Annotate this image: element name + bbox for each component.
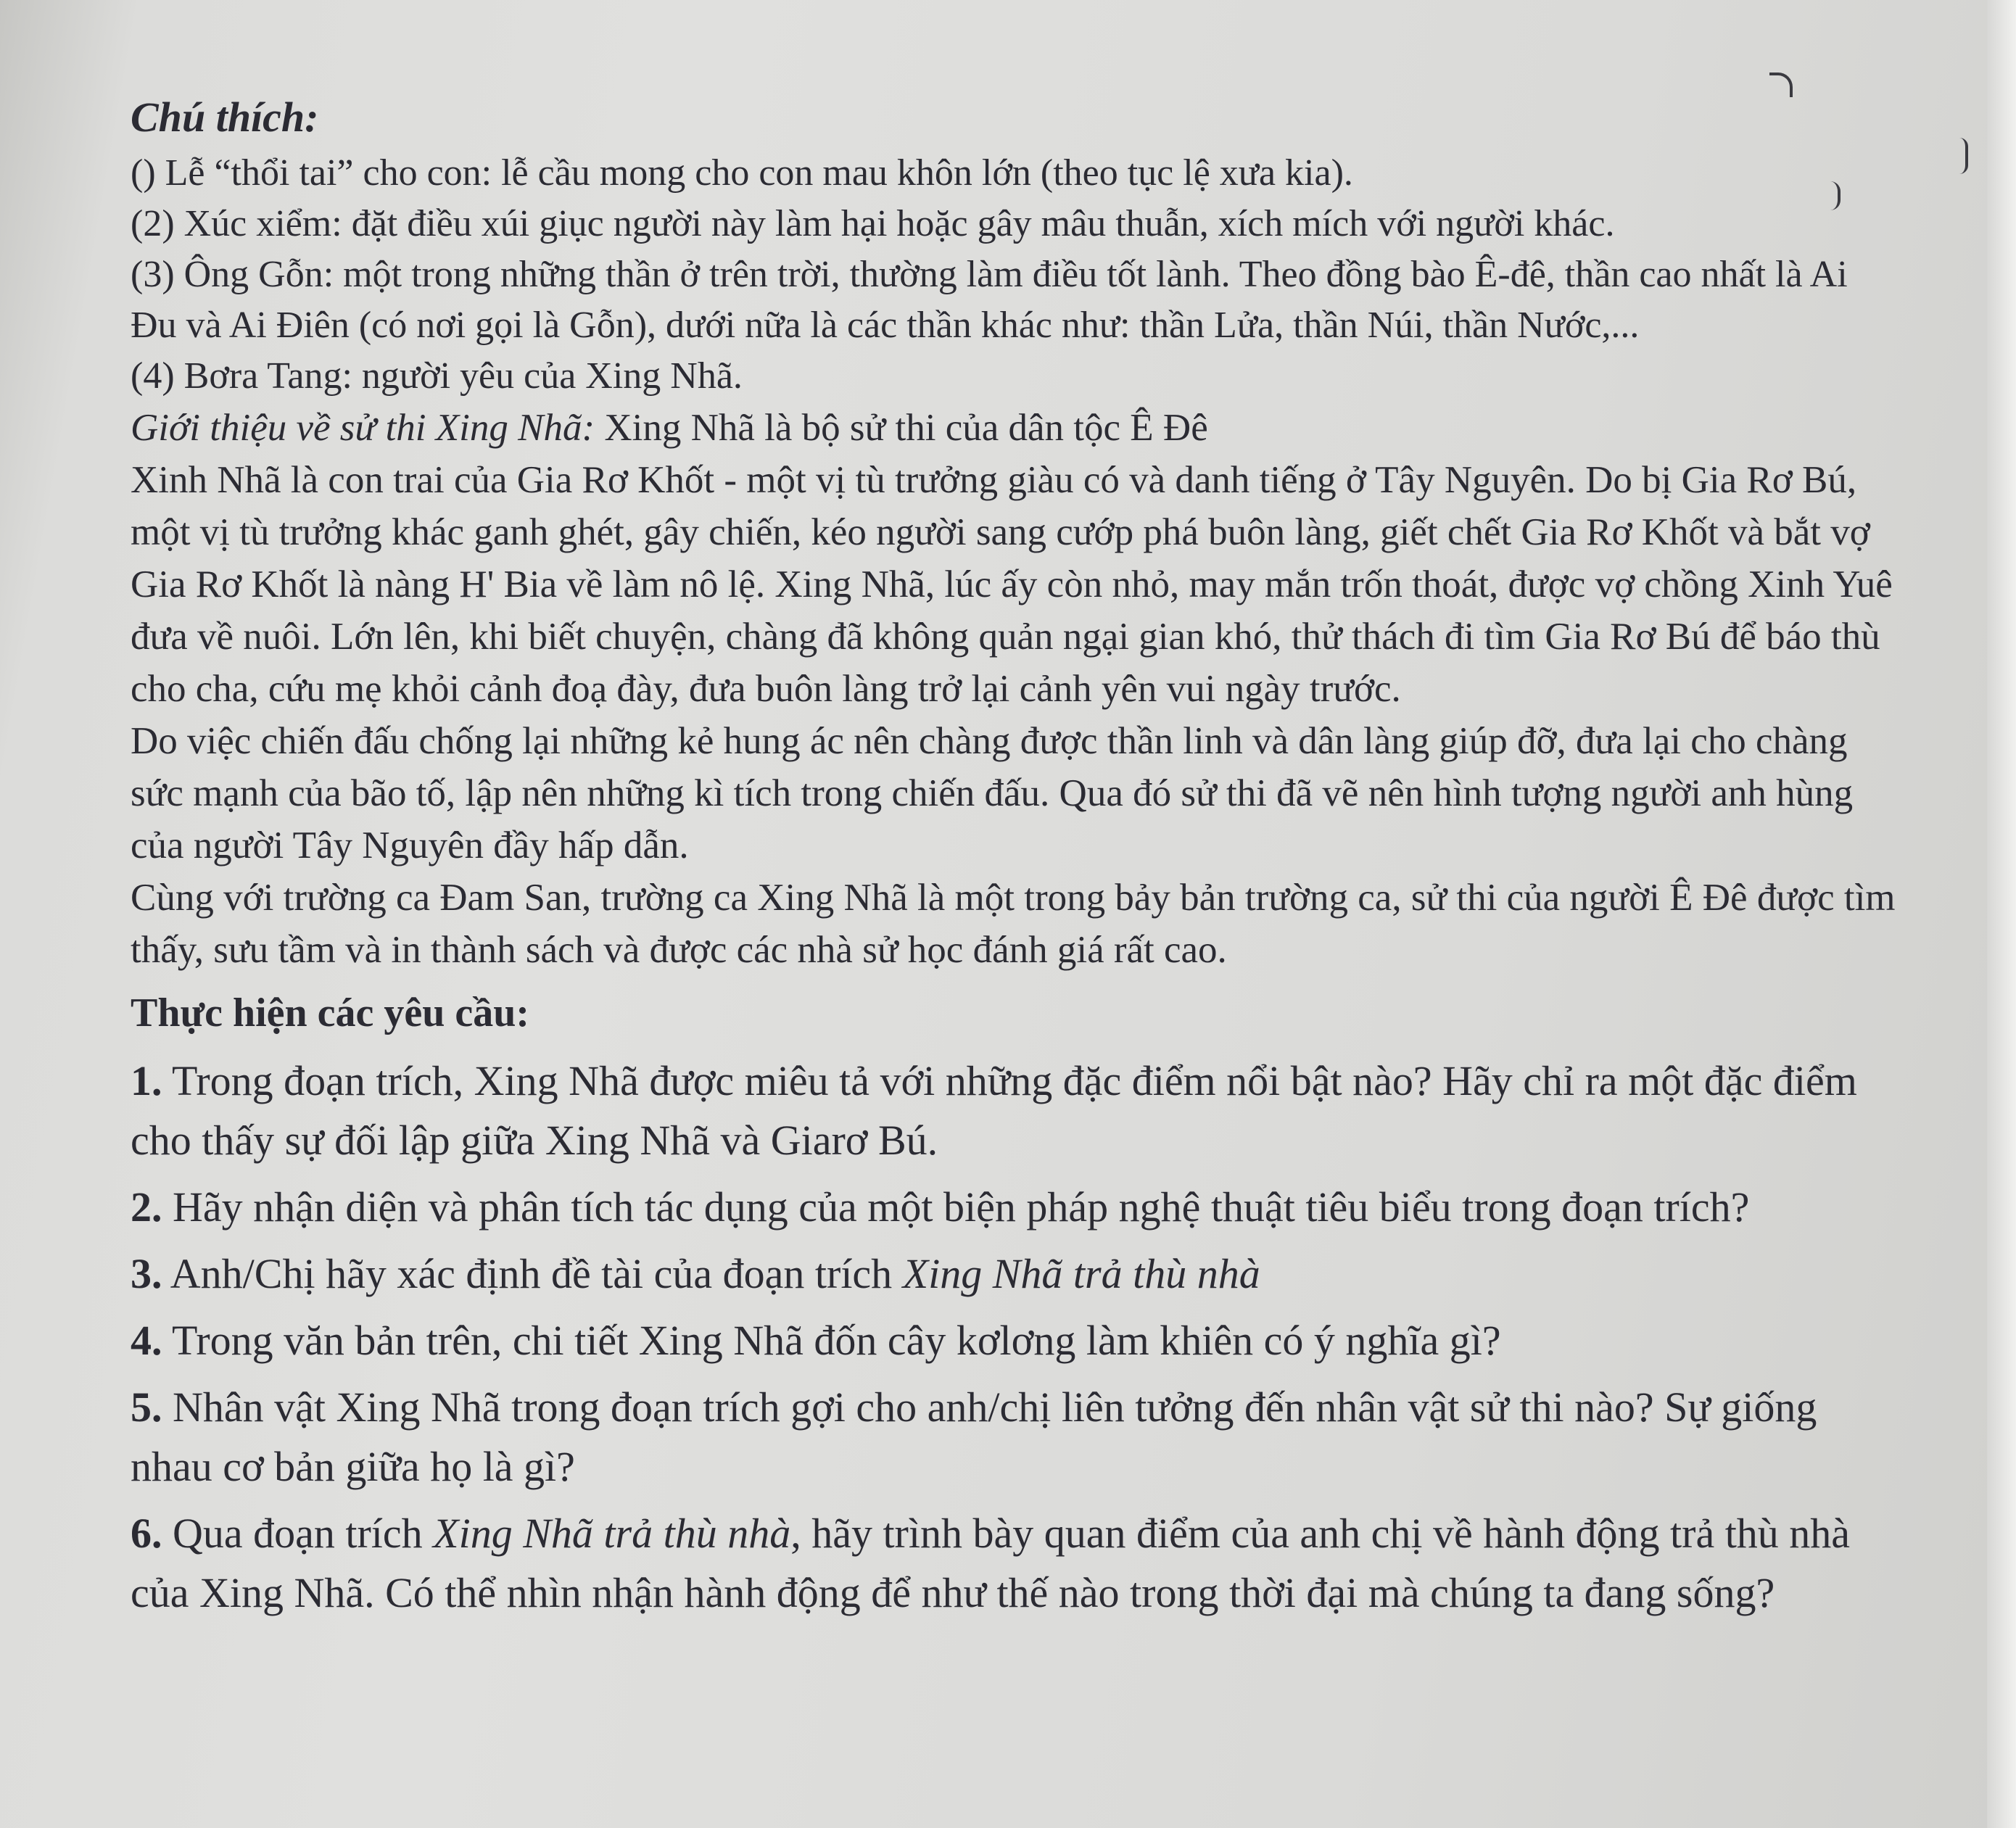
question-text: , hãy trình bày quan điểm của anh chị về hành động trả thù nhà của Xing Nhã. Có thể nhìn nhận hành động để như thế nào trong thời đại mà chúng ta đang sống?	[131, 1510, 1851, 1616]
paper-edge	[1987, 0, 2016, 1828]
question-text: Qua đoạn trích	[162, 1510, 434, 1557]
question-text: Hãy nhận diện và phân tích tác dụng của một biện pháp nghệ thuật tiêu biểu trong đoạn trích?	[162, 1183, 1750, 1231]
intro-paragraph-2: Do việc chiến đấu chống lại những kẻ hung ác nên chàng được thần linh và dân làng giúp đỡ, đưa lại cho chàng sức mạnh của bão tố, lập nên những kì tích trong chiến đấu. Qua đó sử thi đã vẽ nên hình tượng người anh hùng của người Tây Nguyên đầy hấp dẫn.	[131, 720, 1854, 867]
intro-paragraph-3: Cùng với trường ca Đam San, trường ca Xing Nhã là một trong bảy bản trường ca, sử thi của người Ê Đê được tìm thấy, sưu tầm và in thành sách và được các nhà sử học đánh giá rất cao.	[131, 877, 1896, 971]
question-2	[131, 1178, 1900, 1237]
question-text: Trong văn bản trên, chi tiết Xing Nhã đốn cây kơlơng làm khiên có ý nghĩa gì?	[162, 1317, 1501, 1364]
work-title: Xing Nhã trả thù nhà	[433, 1510, 791, 1557]
question-text: Anh/Chị hãy xác định đề tài của đoạn trích	[162, 1250, 903, 1297]
question-6	[131, 1504, 1900, 1623]
question-3	[131, 1244, 1900, 1304]
question-number: 1.	[131, 1057, 162, 1104]
question-text: Nhân vật Xing Nhã trong đoạn trích gợi cho anh/chị liên tưởng đến nhân vật sử thi nào? Sự giống nhau cơ bản giữa họ là gì?	[131, 1384, 1817, 1490]
document-body	[131, 87, 1900, 1623]
note-3: (3) Ông Gỗn: một trong những thần ở trên trời, thường làm điều tốt lành. Theo đồng bào Ê-đê, thần cao nhất là Ai Đu và Ai Điên (có nơi gọi là Gỗn), dưới nữa là các thần khác như: thần Lửa, thần Núi, thần Nước,...	[131, 254, 1848, 346]
intro-text: Xing Nhã là bộ sử thi của dân tộc Ê Đê	[595, 407, 1208, 449]
intro-line	[131, 402, 1900, 454]
question-number: 3.	[131, 1250, 162, 1297]
intro-paragraph-1: Xinh Nhã là con trai của Gia Rơ Khốt - một vị tù trưởng giàu có và danh tiếng ở Tây Nguyên. Do bị Gia Rơ Bú, một vị tù trưởng khác ganh ghét, gây chiến, kéo người sang cướp phá buôn làng, giết chết Gia Rơ Khốt và bắt vợ Gia Rơ Khốt là nàng H' Bia về làm nô lệ. Xing Nhã, lúc ấy còn nhỏ, may mắn trốn thoát, được vợ chồng Xinh Yuê đưa về nuôi. Lớn lên, khi biết chuyện, chàng đã không quản ngại gian khó, thử thách đi tìm Gia Rơ Bú để báo thù cho cha, cứu mẹ khỏi cảnh đoạ đày, đưa buôn làng trở lại cảnh yên vui ngày trước.	[131, 459, 1893, 710]
work-title: Xing Nhã trả thù nhà	[902, 1250, 1260, 1297]
intro-label: Giới thiệu về sử thi Xing Nhã:	[131, 407, 595, 449]
tasks-title: Thực hiện các yêu cầu:	[131, 990, 530, 1035]
notes-title: Chú thích:	[131, 94, 319, 141]
question-number: 6.	[131, 1510, 162, 1557]
question-number: 2.	[131, 1183, 162, 1231]
question-text: Trong đoạn trích, Xing Nhã được miêu tả với những đặc điểm nổi bật nào? Hãy chỉ ra một đặc điểm cho thấy sự đối lập giữa Xing Nhã và Giarơ Bú.	[131, 1057, 1857, 1164]
question-number: 4.	[131, 1317, 162, 1364]
question-1	[131, 1051, 1900, 1170]
question-number: 5.	[131, 1384, 162, 1431]
note-2: (2) Xúc xiểm: đặt điều xúi giục người này làm hại hoặc gây mâu thuẫn, xích mích với người khác.	[131, 203, 1615, 244]
note-1: () Lễ “thổi tai” cho con: lễ cầu mong cho con mau khôn lớn (theo tục lệ xưa kia).	[131, 152, 1353, 194]
question-4	[131, 1311, 1900, 1370]
margin-mark	[1958, 138, 1968, 174]
question-5	[131, 1378, 1900, 1497]
note-4: (4) Bơra Tang: người yêu của Xing Nhã.	[131, 355, 743, 397]
